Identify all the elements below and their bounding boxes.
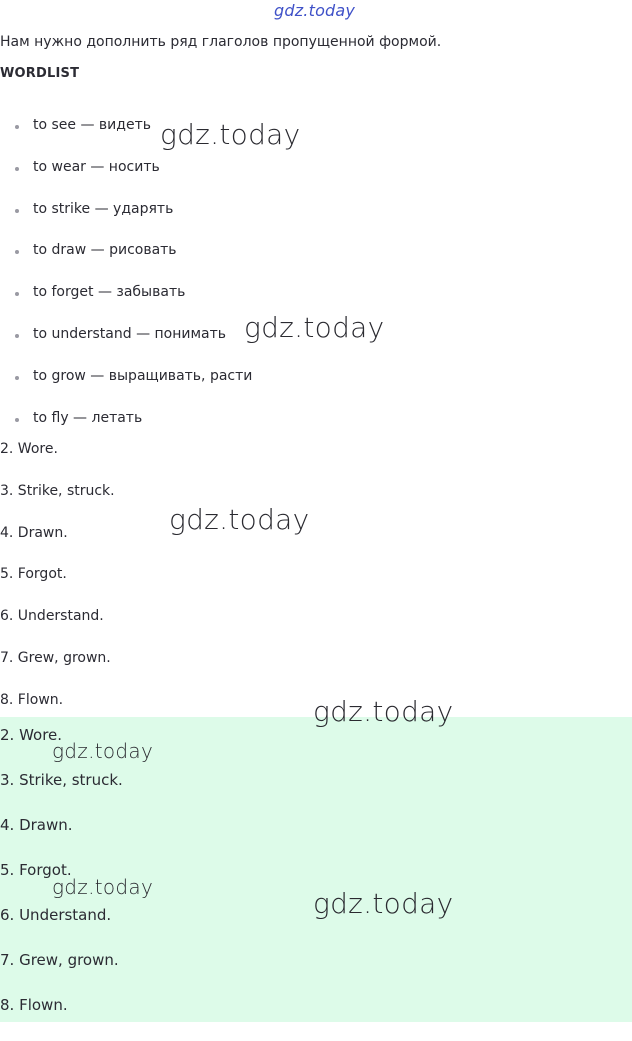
wordlist-item-text: to fly — летать — [33, 409, 143, 426]
answer-list — [0, 441, 115, 734]
answer-item: 8. Flown. — [0, 996, 68, 1014]
answer-item: 3. Strike, struck. — [0, 771, 123, 789]
answer-item: 7. Grew, grown. — [0, 649, 111, 666]
watermark: gdz.today — [313, 695, 454, 728]
task-intro: Нам нужно дополнить ряд глаголов пропущенной формой. — [0, 34, 442, 50]
answer-item: 4. Drawn. — [0, 816, 73, 834]
bullet-icon — [15, 418, 19, 422]
watermark: gdz.today — [169, 503, 310, 536]
wordlist-item — [0, 326, 252, 368]
bullet-icon — [15, 334, 19, 338]
wordlist-item-text: to see — видеть — [33, 117, 151, 133]
watermark: gdz.today — [52, 875, 154, 899]
bullet-icon — [15, 292, 19, 296]
wordlist-item-text: to understand — понимать — [33, 325, 227, 342]
answer-item: 6. Understand. — [0, 906, 112, 924]
bullet-icon — [15, 209, 19, 213]
site-watermark-top: gdz.today — [274, 1, 356, 20]
wordlist-item-text: to draw — рисовать — [33, 242, 177, 259]
bullet-icon — [15, 376, 19, 380]
wordlist-item-text: to wear — носить — [33, 158, 160, 175]
answer-item: 2. Wore. — [0, 441, 58, 457]
bullet-icon — [15, 167, 19, 171]
answer-item: 8. Flown. — [0, 691, 64, 708]
wordlist — [0, 117, 252, 451]
wordlist-item-text: to grow — выращивать, расти — [33, 367, 253, 384]
watermark: gdz.today — [313, 887, 454, 920]
answer-item: 7. Grew, grown. — [0, 951, 119, 969]
wordlist-item — [0, 284, 252, 326]
answer-item: 4. Drawn. — [0, 524, 68, 541]
wordlist-item — [0, 368, 252, 410]
answer-item: 5. Forgot. — [0, 566, 67, 583]
bullet-icon — [15, 125, 19, 129]
wordlist-item — [0, 159, 252, 201]
bullet-icon — [15, 250, 19, 254]
watermark: gdz.today — [52, 739, 154, 763]
wordlist-item — [0, 201, 252, 243]
answer-item: 3. Strike, struck. — [0, 482, 115, 499]
answer-item: 2. Wore. — [0, 726, 63, 744]
wordlist-item — [0, 242, 252, 284]
wordlist-item-text: to forget — забывать — [33, 284, 186, 301]
answer-item: 6. Understand. — [0, 608, 104, 625]
wordlist-item-text: to strike — ударять — [33, 200, 174, 217]
watermark: gdz.today — [160, 118, 301, 151]
answer-item: 5. Forgot. — [0, 861, 72, 879]
wordlist-title: WORDLIST — [0, 66, 80, 81]
watermark: gdz.today — [244, 311, 385, 344]
